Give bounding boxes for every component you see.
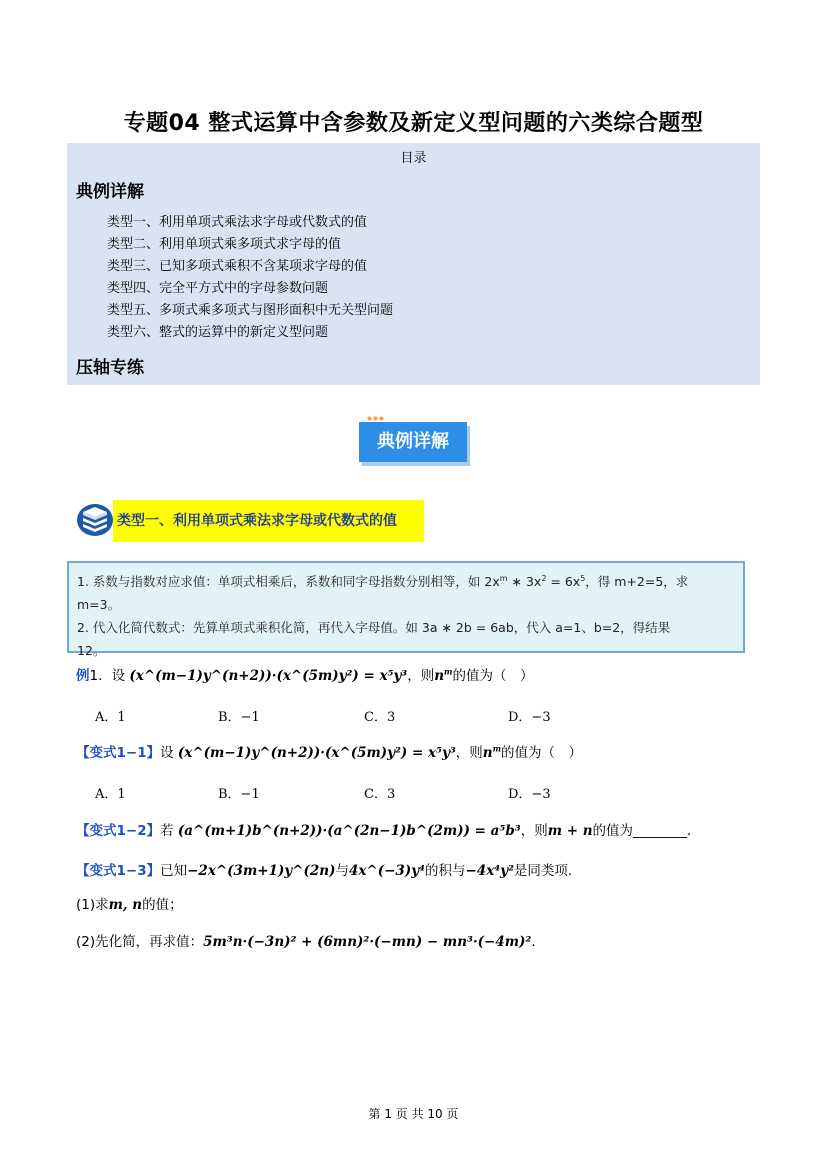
- toc-section-practice[interactable]: 压轴专练: [76, 358, 144, 378]
- option-a[interactable]: A．1: [95, 710, 126, 725]
- variant-1-1-question: 【变式1−1】设 (x^(m−1)y^(n+2))·(x^(5m)y²) = x⁵y³，则$n^m$的值为（ ）: [76, 743, 583, 761]
- variant-1-1-expression: (x^(m−1)y^(n+2))·(x^(5m)y²) = x⁵y³: [177, 745, 456, 761]
- option-c[interactable]: C．3: [364, 787, 396, 802]
- toc-heading: 目录: [400, 151, 427, 166]
- option-a[interactable]: A．1: [95, 787, 126, 802]
- variant-1-3-part-2: (2)先化简，再求值：5m³n·(−3n)² + (6mn)²·(−mn) − mn³·(−4m)²．: [76, 934, 545, 950]
- option-d[interactable]: D．−3: [508, 710, 551, 725]
- table-of-contents: [67, 143, 760, 385]
- variant-1-3-question: 【变式1−3】已知−2x^(3m+1)y^(2n)与4x^(−3)y⁴的积与−4x⁴y²是同类项．: [76, 863, 582, 879]
- tip-box: [67, 561, 745, 659]
- toc-item[interactable]: 类型三、已知多项式乘积不含某项求字母的值: [107, 259, 368, 274]
- example-1-question: 例1．设 (x^(m−1)y^(n+2))·(x^(5m)y²) = x⁵y³，则$n^m$的值为（ ）: [76, 666, 534, 684]
- toc-section-examples[interactable]: 典例详解: [76, 182, 144, 202]
- toc-item[interactable]: 类型二、利用单项式乘多项式求字母的值: [107, 237, 342, 252]
- option-b[interactable]: B．−1: [218, 710, 260, 725]
- section-banner: 典例详解: [359, 422, 467, 462]
- banner-dots-decoration: [367, 416, 389, 421]
- option-b[interactable]: B．−1: [218, 787, 260, 802]
- tip-line-4: 12。: [77, 643, 106, 659]
- toc-item[interactable]: 类型六、整式的运算中的新定义型问题: [107, 325, 329, 340]
- tip-line-1: 1. 系数与指数对应求值：单项式相乘后，系数和同字母指数分别相等，如 $2x^m$ ∗ $3x^2 = 6x^5$，得 m+2=5，求: [77, 574, 689, 590]
- option-d[interactable]: D．−3: [508, 787, 551, 802]
- tip-line-2: m=3。: [77, 597, 121, 613]
- tip-line-3: 2. 代入化简代数式：先算单项式乘积化简，再代入字母值。如 3a ∗ 2b = 6ab，代入 a=1、b=2，得结果: [77, 620, 671, 636]
- toc-item[interactable]: 类型四、完全平方式中的字母参数问题: [107, 281, 329, 296]
- variant-1-2-expression: (a^(m+1)b^(n+2))·(a^(2n−1)b^(2m)) = a⁵b³: [177, 823, 521, 839]
- page-title: 专题04 整式运算中含参数及新定义型问题的六类综合题型: [123, 111, 704, 136]
- variant-1-3-part-1: (1)求m, n的值；: [76, 897, 183, 913]
- example-1-expression: (x^(m−1)y^(n+2))·(x^(5m)y²) = x⁵y³: [129, 668, 408, 684]
- variant-1-2-question: 【变式1−2】若 (a^(m+1)b^(n+2))·(a^(2n−1)b^(2m)) = a⁵b³，则m + n的值为________．: [76, 823, 701, 839]
- option-c[interactable]: C．3: [364, 710, 396, 725]
- toc-item[interactable]: 类型五、多项式乘多项式与图形面积中无关型问题: [107, 303, 394, 318]
- page-footer: 第 1 页 共 10 页: [368, 1107, 459, 1121]
- section-title: 类型一、利用单项式乘法求字母或代数式的值: [113, 500, 424, 542]
- toc-item[interactable]: 类型一、利用单项式乘法求字母或代数式的值: [107, 215, 368, 230]
- books-stack-icon: [76, 503, 114, 537]
